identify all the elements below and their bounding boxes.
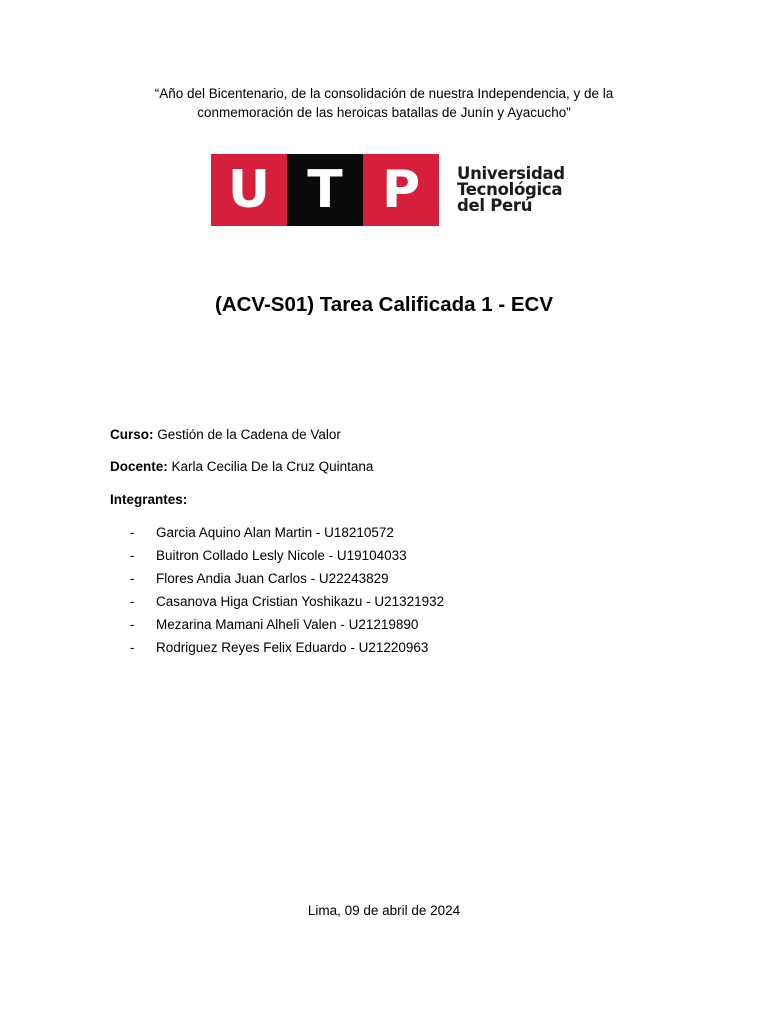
list-dash: - (130, 594, 135, 609)
member-name: Garcia Aquino Alan Martin - U18210572 (156, 525, 394, 540)
logo-letter-t: T (287, 154, 363, 226)
list-item (130, 524, 444, 547)
list-item (130, 616, 444, 639)
teacher-value: Karla Cecilia De la Cruz Quintana (171, 459, 374, 474)
list-item (130, 547, 444, 570)
course-field (110, 426, 341, 444)
member-name: Buitron Collado Lesly Nicole - U19104033 (156, 548, 407, 563)
list-dash: - (130, 617, 135, 632)
place-date: Lima, 09 de abril de 2024 (307, 903, 461, 918)
logo-letter-p: P (363, 154, 439, 226)
motto-line-2: conmemoración de las heroicas batallas de Junín y Ayacucho” (197, 105, 571, 120)
member-name: Casanova Higa Cristian Yoshikazu - U21321932 (156, 594, 445, 609)
members-list (130, 524, 444, 662)
list-dash: - (130, 525, 135, 540)
list-dash: - (130, 640, 135, 655)
member-name: Flores Andia Juan Carlos - U22243829 (156, 571, 389, 586)
list-item (130, 570, 444, 593)
logo-letter-u: U (211, 154, 287, 226)
members-label: Integrantes: (110, 492, 188, 507)
member-name: Mezarina Mamani Alheli Valen - U21219890 (156, 617, 419, 632)
list-item (130, 639, 444, 662)
motto-line-1: “Año del Bicentenario, de la consolidación de nuestra Independencia, y de la (154, 86, 614, 101)
logo-word-3: del Perú (457, 196, 533, 215)
logo-word-1: Universidad (457, 164, 565, 183)
utp-logo (211, 154, 565, 226)
motto-text (100, 84, 668, 122)
member-name: Rodriguez Reyes Felix Eduardo - U21220963 (156, 640, 429, 655)
teacher-label: Docente: (110, 459, 168, 474)
logo-word-2: Tecnológica (457, 180, 563, 199)
list-dash: - (130, 548, 135, 563)
members-heading (110, 491, 187, 509)
document-title: (ACV-S01) Tarea Calificada 1 - ECV (215, 293, 553, 316)
list-dash: - (130, 571, 135, 586)
course-value: Gestión de la Cadena de Valor (157, 427, 341, 442)
course-label: Curso: (110, 427, 154, 442)
teacher-field (110, 458, 373, 476)
list-item (130, 593, 444, 616)
logo-wordmark (457, 166, 565, 214)
